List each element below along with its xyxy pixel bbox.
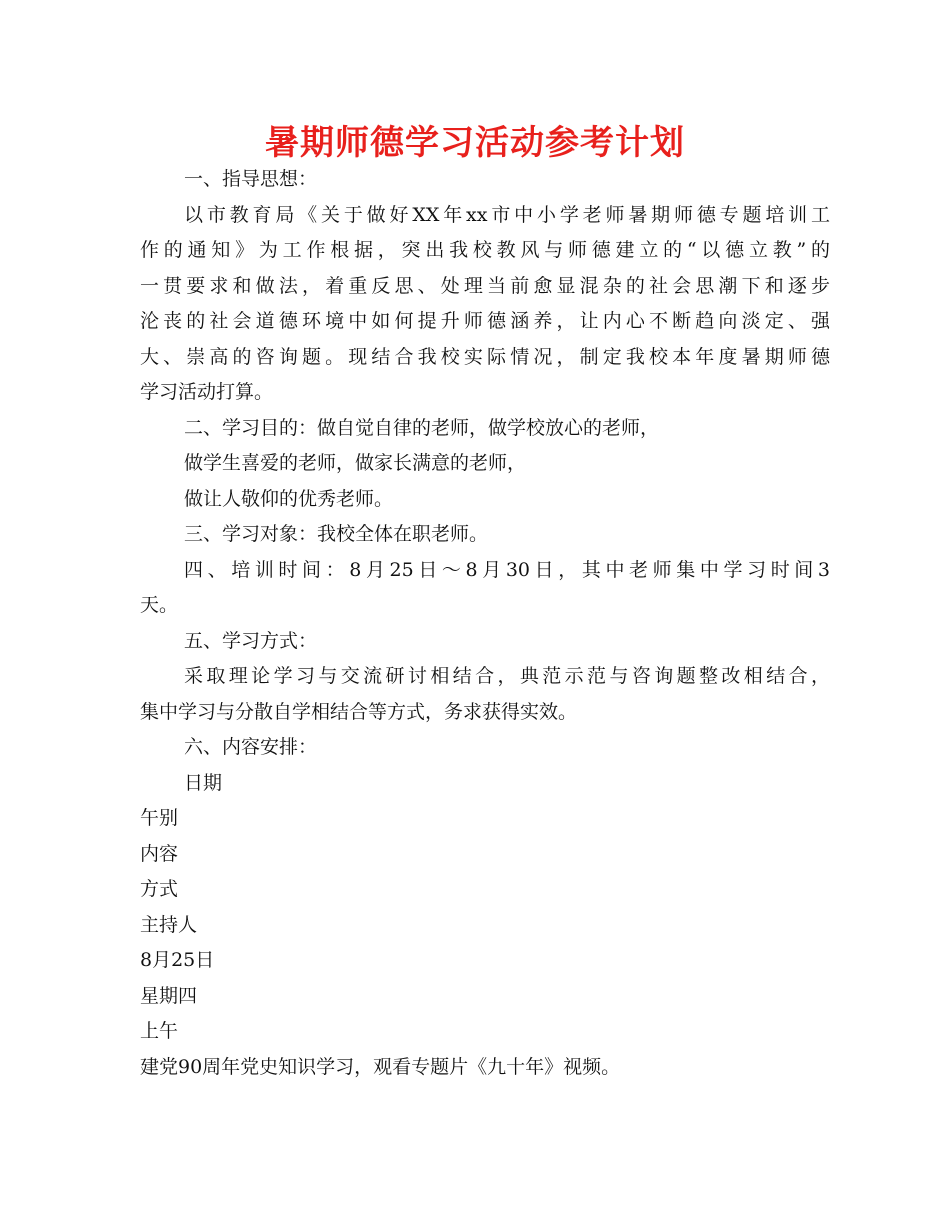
table-cell-weekday: 星期四 (140, 984, 198, 1007)
paragraph-line: 做让人敬仰的优秀老师。 (184, 487, 394, 510)
table-cell-session-header: 午别 (140, 807, 179, 829)
section-heading-learning-targets: 三、学习对象：我校全体在职老师。 (184, 523, 489, 545)
paragraph-line: 集中学习与分散自学相结合等方式，务求获得实效。 (140, 700, 578, 723)
paragraph-line: 一贯要求和做法，着重反思、处理当前愈显混杂的社会思潮下和逐步 (140, 274, 830, 297)
paragraph-line: 采取理论学习与交流研讨相结合，典范示范与咨询题整改相结合， (184, 665, 830, 687)
table-cell-content: 建党90周年党史知识学习，观看专题片《九十年》视频。 (140, 1055, 621, 1078)
paragraph-line: 学习活动打算。 (140, 381, 274, 403)
paragraph-line: 作的通知》为工作根据，突出我校教风与师德建立的“以德立教”的 (140, 239, 830, 261)
paragraph-line: 做学生喜爱的老师，做家长满意的老师， (184, 452, 527, 474)
section-heading-content-arrangement: 六、内容安排： (184, 736, 318, 758)
table-cell-date: 8月25日 (140, 949, 215, 971)
section-heading-guiding-ideology: 一、指导思想： (184, 168, 318, 190)
document-title: 暑期师德学习活动参考计划 (265, 123, 685, 163)
section-heading-learning-method: 五、学习方式： (184, 629, 318, 652)
table-cell-date-header: 日期 (184, 771, 223, 794)
document-body (140, 162, 830, 1085)
table-cell-method-header: 方式 (140, 878, 179, 900)
section-heading-learning-goals: 二、学习目的：做自觉自律的老师，做学校放心的老师， (184, 416, 660, 439)
paragraph-line: 大、崇高的咨询题。现结合我校实际情况，制定我校本年度暑期师德 (140, 345, 830, 368)
table-cell-content-header: 内容 (140, 842, 179, 865)
section-heading-training-time: 四、培训时间：8月25日～8月30日，其中老师集中学习时间3 (184, 558, 830, 581)
table-cell-session: 上午 (140, 1020, 179, 1042)
paragraph-line: 沦丧的社会道德环境中如何提升师德涵养，让内心不断趋向淡定、强 (140, 310, 830, 332)
table-cell-host-header: 主持人 (140, 913, 198, 936)
paragraph-line: 以市教育局《关于做好XX年xx市中小学老师暑期师德专题培训工 (184, 203, 830, 226)
paragraph-line: 天。 (140, 594, 179, 616)
